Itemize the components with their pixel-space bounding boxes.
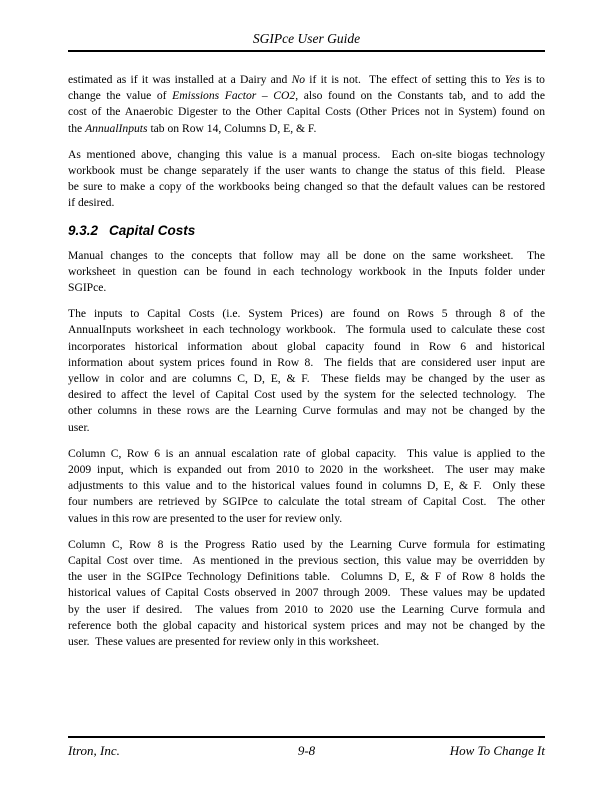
text-line: AnnualInputs worksheet in each technology workbook. The formula used to calculate these cost (68, 323, 545, 337)
text-line: cost of the Anaerobic Digester to the Other Capital Costs (Other Prices not in System) found on (68, 105, 545, 119)
text-line: desired to affect the level of Capital Cost used by the system for the selected technology. The (68, 388, 545, 402)
text-line: Column C, Row 8 is the Progress Ratio used by the Learning Curve formula for estimating (68, 537, 545, 551)
text-line: be sure to make a copy of the workbooks being changed so that the default values can be restored (68, 180, 545, 194)
paragraph (68, 72, 545, 137)
text-line: user. These values are presented for review only in this worksheet. (68, 635, 380, 649)
text-line: if desired. (68, 196, 115, 210)
section-title: Capital Costs (109, 222, 196, 238)
text-line: reference both the global capacity and historical system prices and may not be changed by the (68, 618, 545, 632)
footer-rule (68, 736, 545, 738)
text-line: SGIPce. (68, 281, 107, 295)
page-footer (68, 743, 545, 759)
text-line: Capital Cost over time. As mentioned in the previous section, this value may be overridden by (68, 554, 545, 568)
text-line: four numbers are retrieved by SGIPce to calculate the total stream of Capital Cost. The other (68, 495, 545, 509)
text-line: 2009 input, which is expanded out from 2010 to 2020 in the worksheet. The user may make (68, 463, 545, 477)
text-line: the user in the SGIPce Technology Definitions table. Columns D, E, & F of Row 8 holds the (68, 570, 545, 584)
text-line: estimated as if it was installed at a Dairy and No if it is not. The effect of setting this to Yes is to (68, 73, 545, 86)
text-line: incorporates historical information about global capacity found in Row 6 and historical (68, 339, 545, 353)
paragraph (68, 537, 545, 650)
text-line: values in this row are presented to the user for review only. (68, 511, 343, 525)
header-rule (68, 50, 545, 52)
text-line: other columns in these rows are the Learning Curve formulas and may not be changed by the (68, 404, 545, 418)
text-line: Column C, Row 6 is an annual escalation rate of global capacity. This value is applied to the (68, 446, 545, 460)
text-line: information about system prices found in Row 8. The fields that are considered user input are (68, 355, 545, 369)
text-line: As mentioned above, changing this value is a manual process. Each on-site biogas technology (68, 147, 545, 161)
text-line: the AnnualInputs tab on Row 14, Columns D, E, & F. (68, 121, 317, 135)
paragraph (68, 446, 545, 527)
text-line: Manual changes to the concepts that follow may all be done on the same worksheet. The (68, 248, 545, 262)
paragraph (68, 248, 545, 297)
footer-company: Itron, Inc. (68, 743, 120, 758)
page-header-title: SGIPce User Guide (252, 31, 361, 46)
text-line: change the value of Emissions Factor – CO2, also found on the Constants tab, and to add the (68, 89, 545, 103)
text-line: workbook must be change separately if the user wants to change the status of this field. Please (68, 164, 545, 178)
text-line: by the user if desired. The values from 2010 to 2020 use the Learning Curve formula and (68, 602, 545, 616)
section-heading (68, 222, 545, 239)
section-number: 9.3.2 (68, 222, 99, 238)
text-line: adjustments to this value and to the historical values found in columns D, E, & F. Only these (68, 479, 545, 493)
text-line: user. (68, 420, 90, 434)
footer-chapter-title: How To Change It (449, 743, 545, 758)
footer-page-number: 9-8 (297, 743, 316, 758)
body-text (68, 72, 545, 660)
text-line: worksheet in question can be found in each technology workbook in the Inputs folder under (68, 264, 545, 278)
paragraph (68, 147, 545, 212)
text-line: The inputs to Capital Costs (i.e. System Prices) are found on Rows 5 through 8 of the (68, 307, 545, 321)
paragraph (68, 306, 545, 436)
text-line: yellow in color and are columns C, D, E, & F. These fields may be changed by the user as (68, 372, 545, 386)
text-line: historical values of Capital Costs observed in 2007 through 2009. These values may be updated (68, 586, 545, 600)
